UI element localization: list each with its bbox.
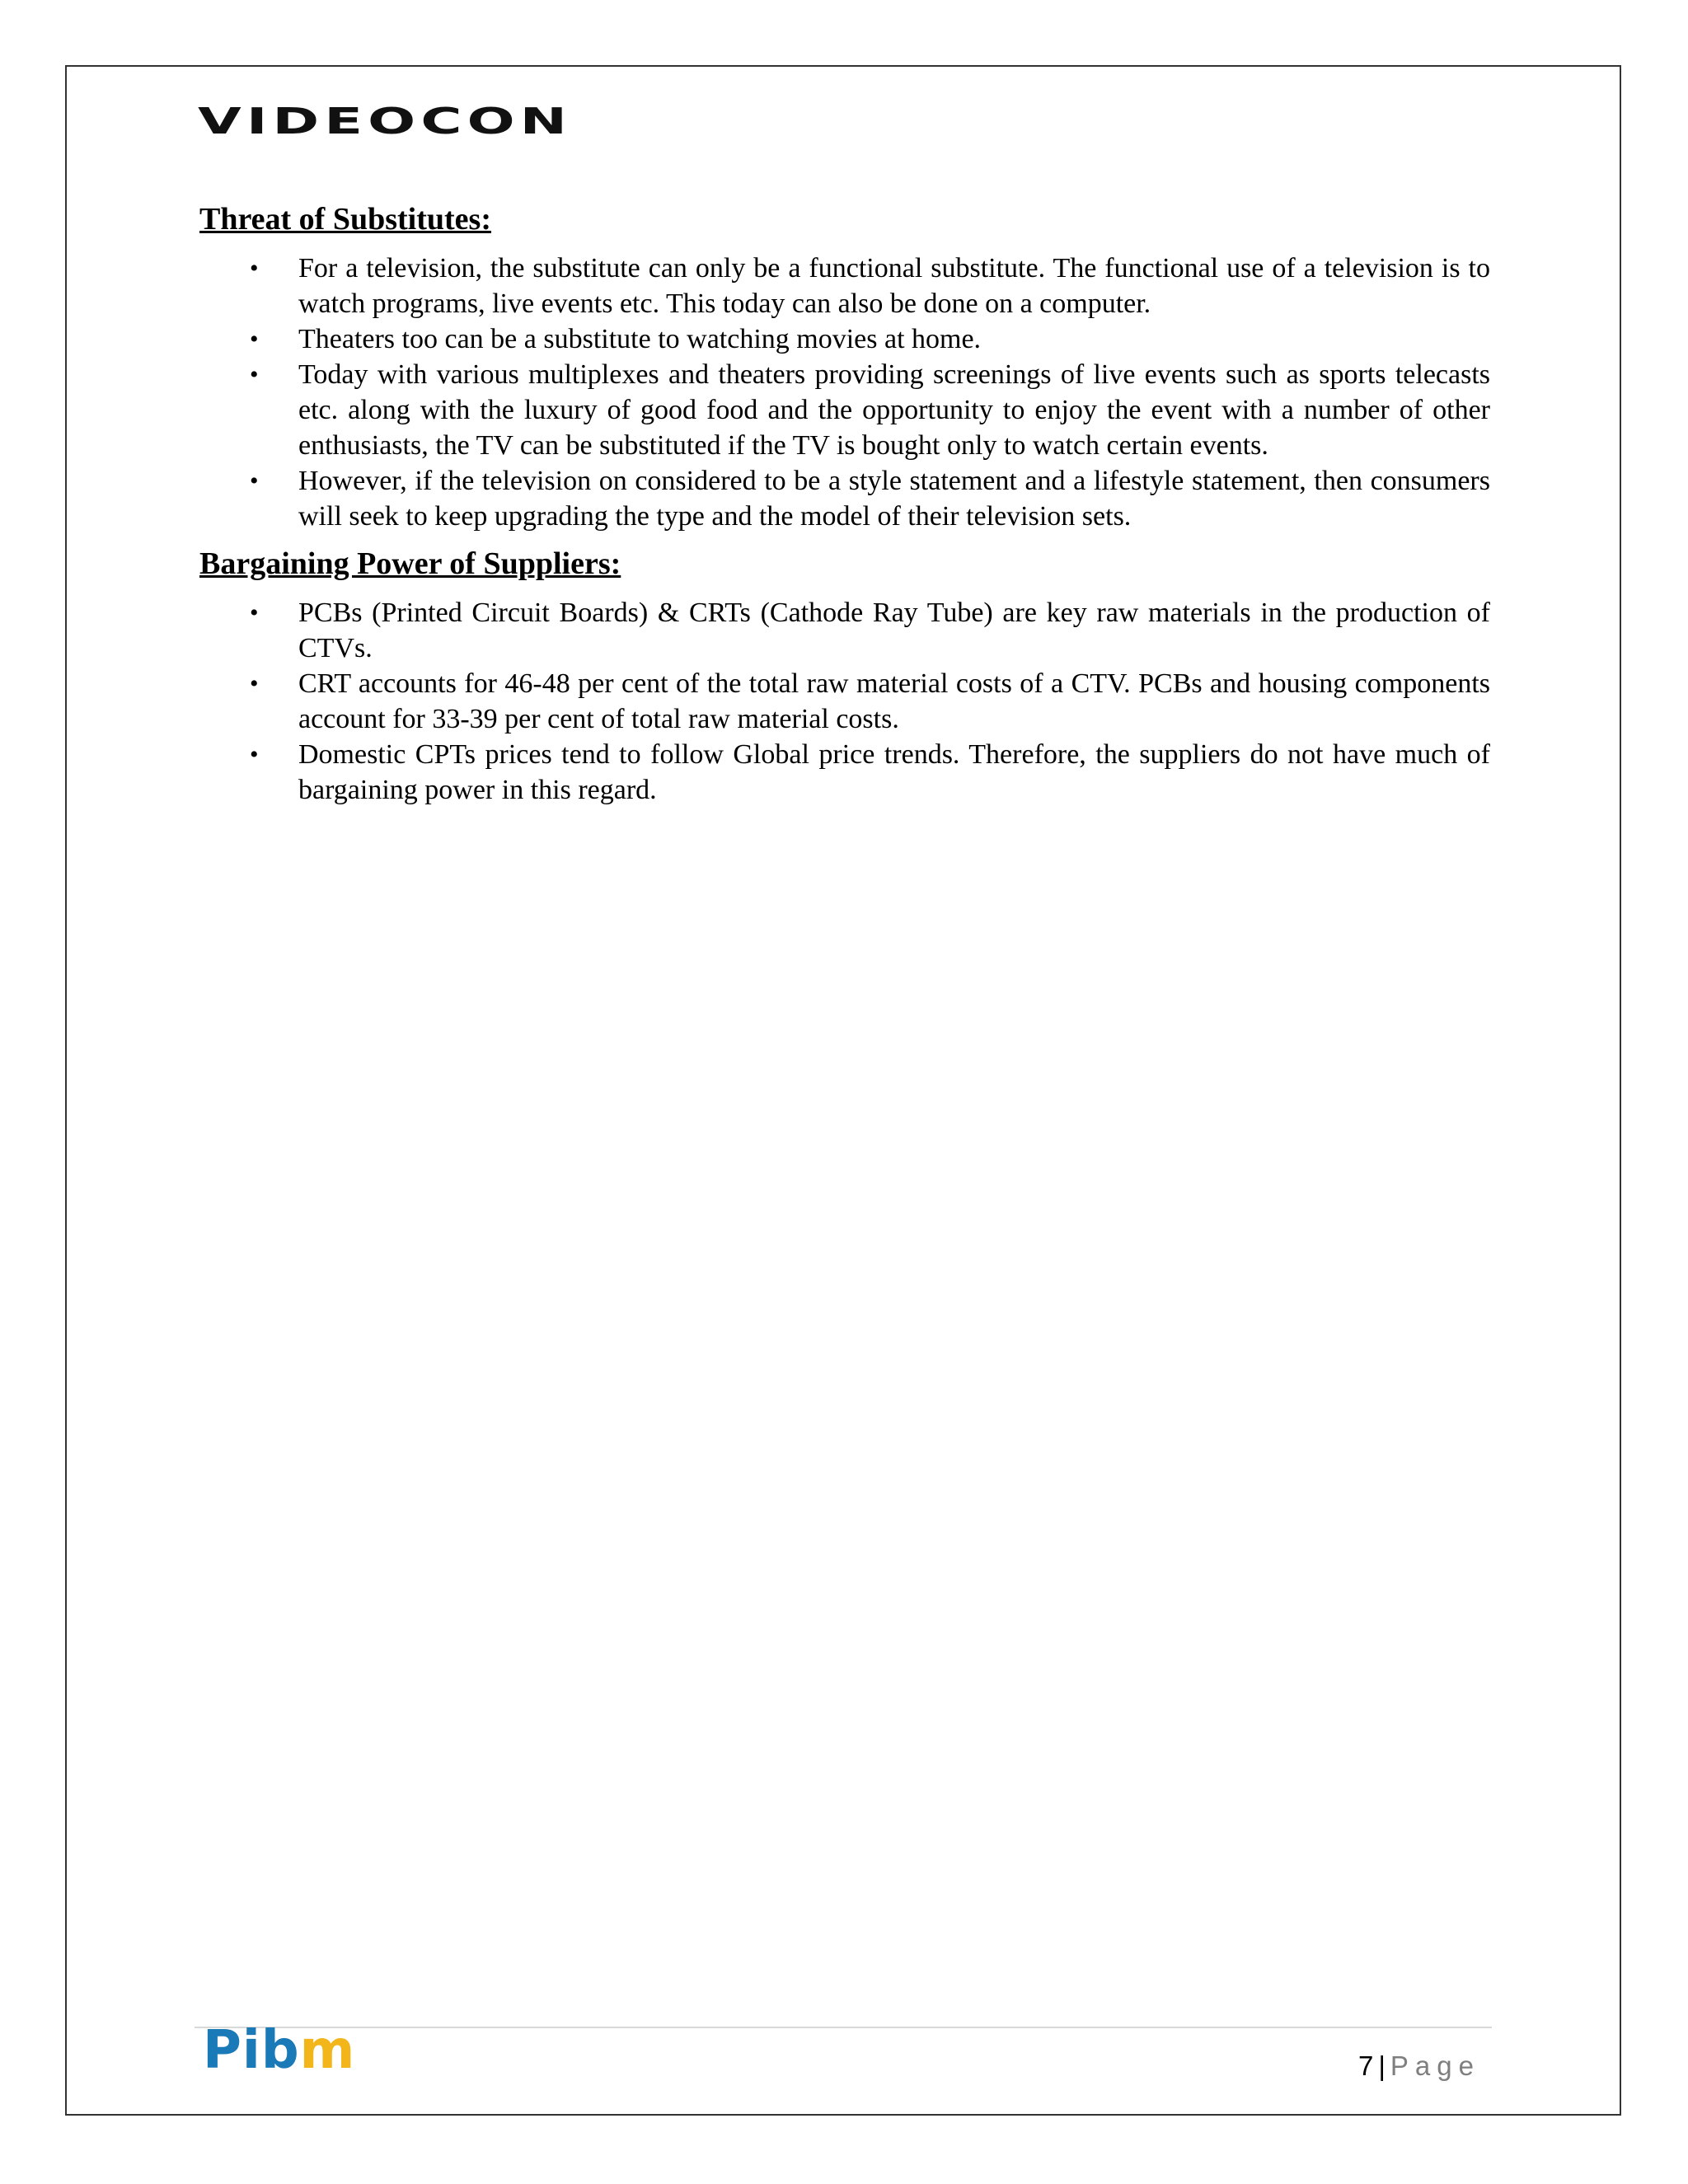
list-item-text: Theaters too can be a substitute to watching movies at home.: [298, 324, 982, 354]
bullet-icon: •: [250, 255, 259, 282]
bullet-icon: •: [250, 467, 259, 494]
list-item-text: Today with various multiplexes and theaters providing screenings of live events such as sports telecasts etc. along with the luxury of good food and the opportunity to enjoy the event with a number of other enthusiasts, the TV can be substituted if the TV is bought only to watch certain events.: [298, 359, 1490, 461]
list-item: [199, 251, 1490, 321]
list-item: [199, 321, 1490, 357]
pibm-logo-part2: m: [299, 2020, 356, 2081]
page-number: [1358, 2050, 1480, 2083]
bullet-icon: •: [250, 741, 259, 768]
pibm-logo-part1: Pib: [203, 2020, 300, 2081]
list-item-text: Domestic CPTs prices tend to follow Global price trends. Therefore, the suppliers do not have much of bargaining power in this regard.: [298, 739, 1490, 805]
bullet-list-bargaining-power-of-suppliers: [199, 595, 1490, 808]
list-item: [199, 463, 1490, 534]
bullet-icon: •: [250, 326, 259, 353]
list-item-text: However, if the television on considered to be a style statement and a lifestyle statement, then consumers will seek to keep upgrading the type and the model of their television sets.: [298, 466, 1490, 532]
document-body: [199, 201, 1490, 819]
page-number-value: 7: [1357, 2050, 1374, 2081]
pibm-logo: [203, 2020, 356, 2081]
list-item-text: PCBs (Printed Circuit Boards) & CRTs (Cathode Ray Tube) are key raw materials in the production of CTVs.: [298, 598, 1490, 663]
section-heading-bargaining-power-of-suppliers: Bargaining Power of Suppliers:: [199, 546, 621, 581]
footer-divider: [195, 2027, 1492, 2028]
list-item-text: CRT accounts for 46-48 per cent of the total raw material costs of a CTV. PCBs and housing components account for 33-39 per cent of total raw material costs.: [298, 668, 1490, 734]
bullet-icon: •: [250, 599, 259, 626]
bullet-icon: •: [250, 361, 259, 388]
page-number-separator: |: [1378, 2050, 1386, 2081]
section-heading-threat-of-substitutes: Threat of Substitutes:: [199, 202, 491, 237]
bullet-icon: •: [250, 670, 259, 697]
list-item: [199, 737, 1490, 808]
list-item: [199, 666, 1490, 737]
bullet-list-threat-of-substitutes: [199, 251, 1490, 534]
list-item: [199, 357, 1490, 463]
videocon-logo: VIDEOCON: [198, 101, 573, 143]
list-item-text: For a television, the substitute can only be a functional substitute. The functional use of a television is to watch programs, live events etc. This today can also be done on a computer.: [298, 253, 1490, 319]
page-word: Page: [1390, 2050, 1480, 2081]
list-item: [199, 595, 1490, 666]
